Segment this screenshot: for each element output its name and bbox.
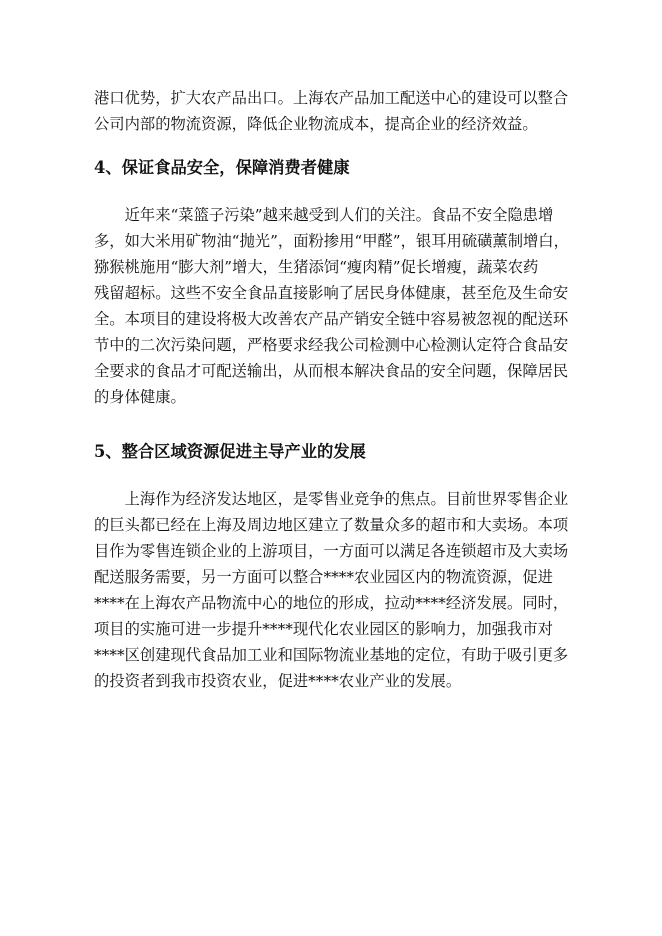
paragraph-line: 目作为零售连锁企业的上游项目，一方面可以满足各连锁超市及大卖场: [94, 542, 569, 560]
section-5-heading-block: [94, 439, 584, 465]
paragraph-line: 残留超标。这些不安全食品直接影响了居民身体健康，甚至危及生命安: [94, 284, 569, 302]
paragraph-line: ****在上海农产品物流中心的地位的形成，拉动****经济发展。同时，: [94, 594, 569, 612]
section-heading: 5、整合区域资源促进主导产业的发展: [94, 442, 366, 461]
paragraph-line: 配送服务需要，另一方面可以整合****农业园区内的物流资源，促进: [94, 568, 553, 586]
section-4-paragraph: [94, 202, 584, 410]
paragraph-line: 全要求的食品才可配送输出，从而根本解决食品的安全问题，保障居民: [94, 362, 569, 380]
section-heading: 4、保证食品安全，保障消费者健康: [94, 158, 350, 177]
section-5-paragraph: [94, 486, 584, 694]
paragraph-line: 的投资者到我市投资农业，促进****农业产业的发展。: [94, 672, 462, 690]
paragraph-line: 近年来“菜篮子污染”越来越受到人们的关注。食品不安全隐患增: [94, 206, 554, 224]
paragraph-line: 的巨头都已经在上海及周边地区建立了数量众多的超市和大卖场。本项: [94, 516, 569, 534]
paragraph-line: 公司内部的物流资源，降低企业物流成本，提高企业的经济效益。: [94, 115, 538, 133]
paragraph-line: 港口优势，扩大农产品出口。上海农产品加工配送中心的建设可以整合: [94, 89, 569, 107]
paragraph-line: 项目的实施可进一步提升****现代化农业园区的影响力，加强我市对: [94, 620, 553, 638]
paragraph-line: 猕猴桃施用“膨大剂”增大，生猪添饲“瘦肉精”促长增瘦，蔬菜农药: [94, 258, 539, 276]
paragraph-line: 全。本项目的建设将极大改善农产品产销安全链中容易被忽视的配送环: [94, 310, 569, 328]
paragraph-line: 节中的二次污染问题，严格要求经我公司检测中心检测认定符合食品安: [94, 336, 569, 354]
paragraph-line: ****区创建现代食品加工业和国际物流业基地的定位，有助于吸引更多: [94, 646, 569, 664]
paragraph-line: 的身体健康。: [94, 388, 186, 406]
section-4-heading-block: [94, 155, 584, 181]
paragraph-line: 上海作为经济发达地区，是零售业竞争的焦点。目前世界零售企业: [94, 490, 569, 508]
intro-paragraph: [94, 85, 584, 137]
paragraph-line: 多，如大米用矿物油“抛光”，面粉掺用“甲醛”，银耳用硫磺薰制增白，: [94, 232, 569, 250]
